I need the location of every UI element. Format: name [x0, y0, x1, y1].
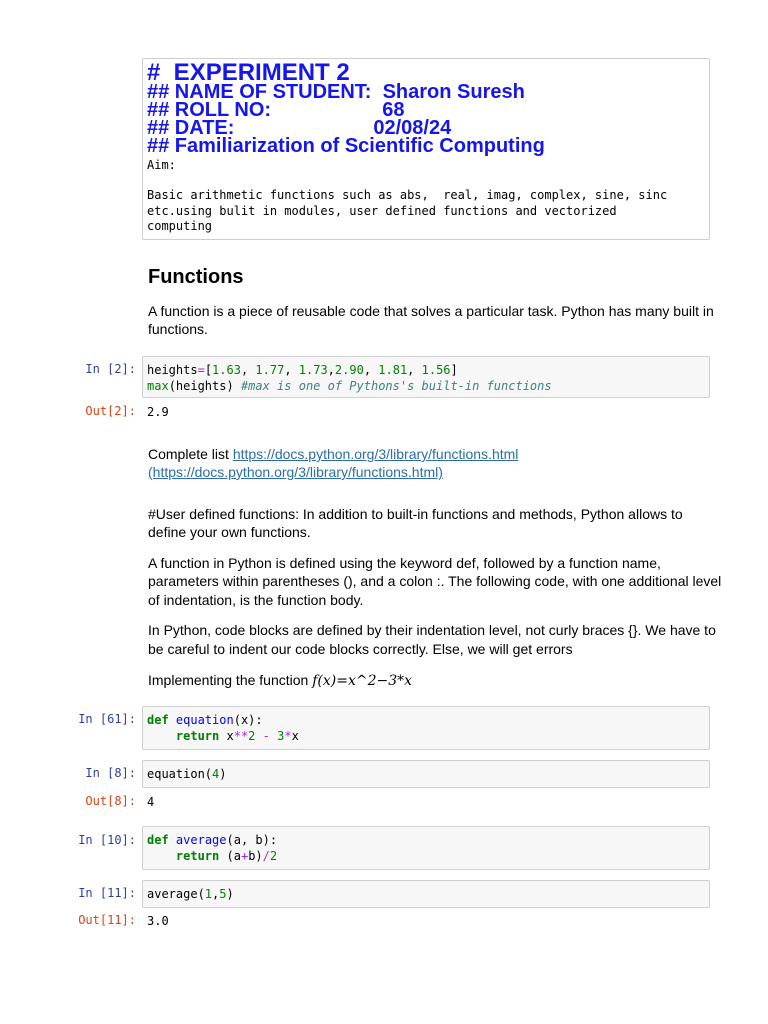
- output-11: 3.0: [147, 914, 169, 928]
- implementing-function-line: Implementing the function f(x)=x^2−3*x: [148, 672, 413, 689]
- user-defined-p3-line-2: be careful to indent our code blocks correctly. Else, we will get errors: [148, 641, 573, 657]
- out-prompt-2: Out[2]:: [85, 404, 136, 418]
- in-prompt-8: In [8]:: [85, 766, 136, 780]
- function-formula: f(x)=x^2−3*x: [312, 673, 413, 689]
- python-functions-link[interactable]: https://docs.python.org/3/library/functions.html: [232, 446, 519, 462]
- complete-list-line-1: Complete list https://docs.python.org/3/library/functions.html: [148, 446, 519, 462]
- output-8: 4: [147, 795, 155, 809]
- in-prompt-10: In [10]:: [78, 833, 136, 847]
- topic-line: ## Familiarization of Scientific Computing: [147, 135, 545, 157]
- aim-line-1: Basic arithmetic functions such as abs, real, imag, complex, sine, sinc: [147, 188, 668, 202]
- output-2: 2.9: [147, 405, 169, 419]
- aim-line-2: etc.using bulit in modules, user defined functions and vectorized: [147, 204, 617, 218]
- student-name-line: ## NAME OF STUDENT: Sharon Suresh: [147, 81, 525, 103]
- experiment-title: # EXPERIMENT 2: [147, 59, 350, 86]
- aim-label: Aim:: [147, 158, 176, 172]
- user-defined-p2-line-2: parameters within parentheses (), and a colon :. The following code, with one additional level: [148, 573, 722, 589]
- code-cell-11-line-1: average(1,5): [147, 887, 234, 901]
- user-defined-p1-line-1: #User defined functions: In addition to built-in functions and methods, Python allows to: [148, 506, 683, 522]
- user-defined-p3-line-1: In Python, code blocks are defined by their indentation level, not curly braces {}. We have to: [148, 622, 716, 638]
- out-prompt-8: Out[8]:: [85, 794, 136, 808]
- code-cell-61-line-1: def equation(x):: [147, 713, 263, 727]
- user-defined-p1-line-2: define your own functions.: [148, 524, 311, 540]
- in-prompt-61: In [61]:: [78, 712, 136, 726]
- code-cell-10-line-1: def average(a, b):: [147, 833, 278, 847]
- aim-line-3: computing: [147, 219, 213, 233]
- out-prompt-11: Out[11]:: [78, 913, 136, 927]
- functions-intro-line-1: A function is a piece of reusable code that solves a particular task. Python has many built in: [148, 303, 714, 319]
- functions-intro-line-2: functions.: [148, 321, 208, 337]
- code-cell-61-line-2: return x**2 - 3*x: [175, 729, 299, 743]
- functions-heading: Functions: [148, 266, 244, 288]
- code-cell-8-line-1: equation(4): [147, 767, 227, 781]
- code-cell-10-line-2: return (a+b)/2: [175, 849, 278, 863]
- python-functions-link-url[interactable]: (https://docs.python.org/3/library/functions.html): [148, 464, 443, 480]
- in-prompt-2: In [2]:: [85, 362, 136, 376]
- code-cell-8[interactable]: [142, 760, 710, 788]
- roll-no-line: ## ROLL NO: 68: [147, 99, 405, 121]
- date-line: ## DATE: 02/08/24: [147, 117, 452, 139]
- user-defined-p2-line-1: A function in Python is defined using the keyword def, followed by a function name,: [148, 555, 661, 571]
- complete-list-line-2: [148, 463, 443, 482]
- in-prompt-11: In [11]:: [78, 886, 136, 900]
- user-defined-p2-line-3: of indentation, is the function body.: [148, 592, 364, 608]
- code-cell-2-line-2: max(heights) #max is one of Pythons's built-in functions: [147, 379, 552, 393]
- code-cell-2-line-1: heights=[1.63, 1.77, 1.73,2.90, 1.81, 1.56]: [147, 363, 458, 377]
